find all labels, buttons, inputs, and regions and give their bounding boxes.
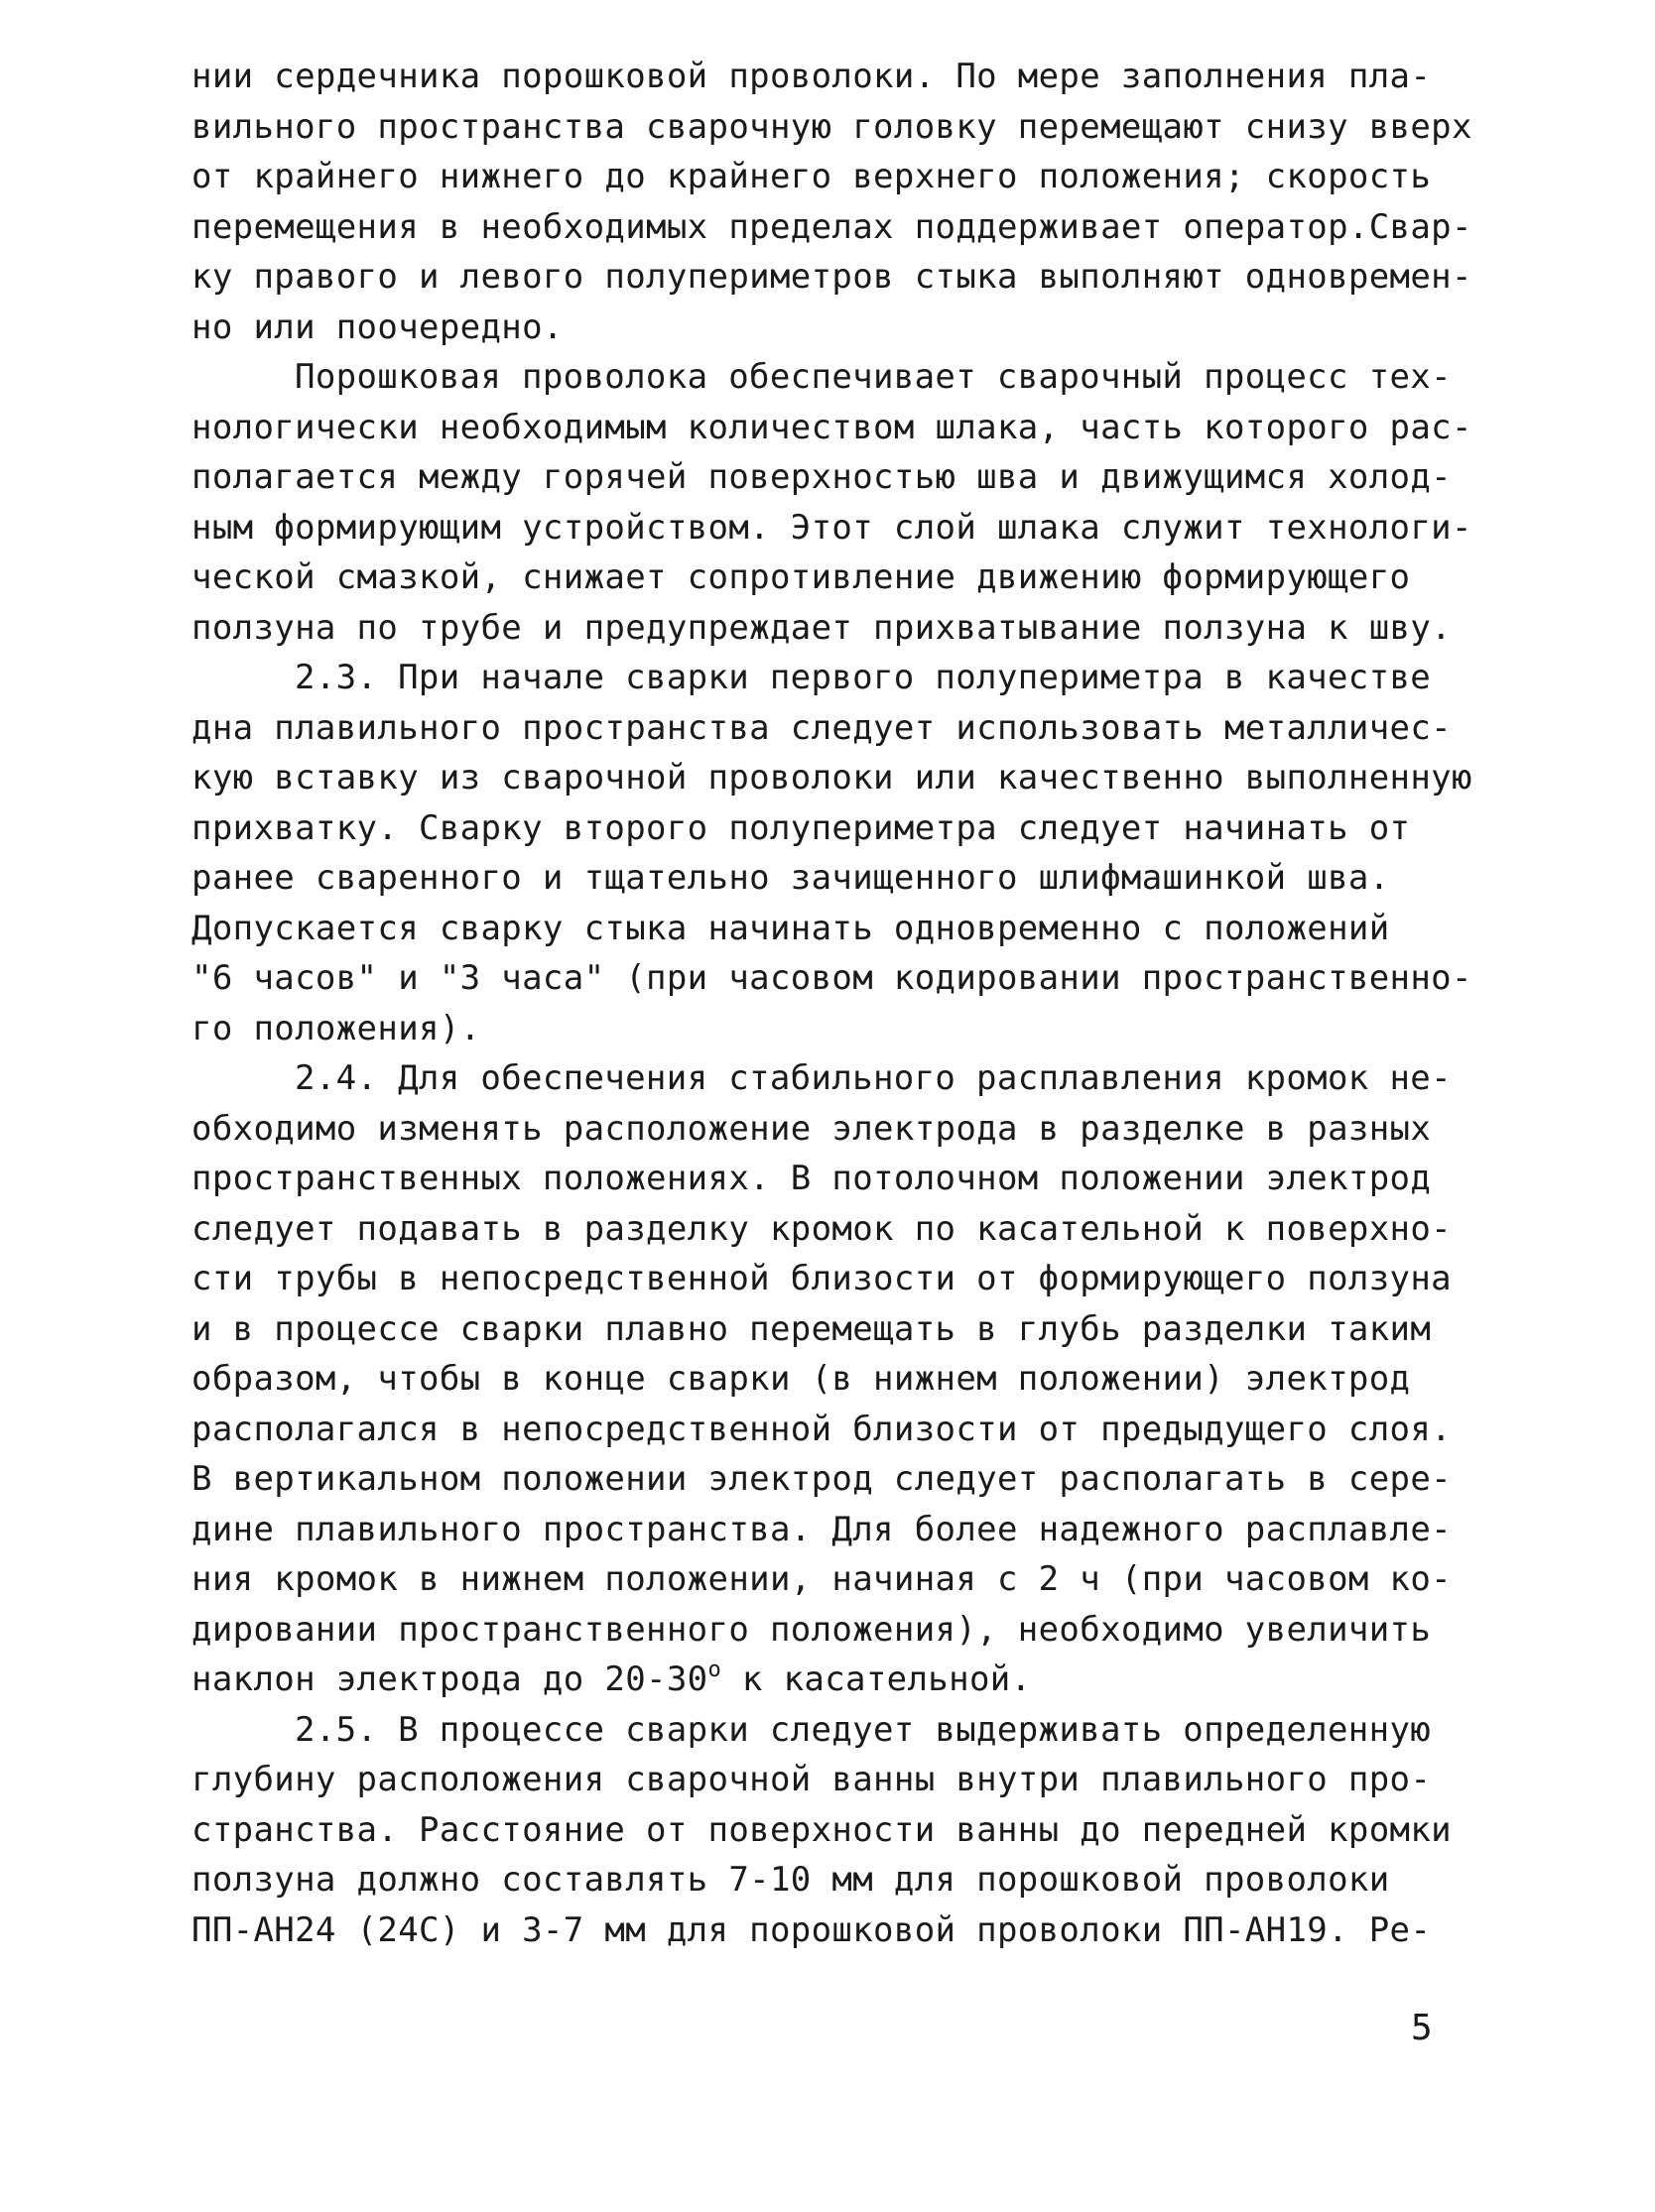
line-text: прихватку. Сварку второго полупериметра следует начинать от	[191, 807, 1411, 848]
text-line	[191, 1705, 1481, 1756]
text-line	[191, 904, 1481, 954]
text-line	[191, 202, 1481, 253]
line-text: странства. Расстояние от поверхности ванны до передней кромки	[191, 1809, 1453, 1850]
line-text: 2.5. В процессе сварки следует выдерживать определенную	[295, 1709, 1432, 1750]
line-text: 2.4. Для обеспечения стабильного расплавления кромок не-	[295, 1058, 1452, 1098]
line-text: ным формирующим устройством. Этот слой шлака служит технологи-	[191, 507, 1472, 548]
text-line	[191, 303, 1481, 353]
text-line	[191, 1655, 1481, 1705]
text-line	[191, 653, 1481, 703]
text-line	[191, 1304, 1481, 1355]
text-line	[191, 1104, 1481, 1155]
text-line	[191, 1805, 1481, 1856]
line-text: пространственных положениях. В потолочном положении электрод	[191, 1159, 1432, 1198]
line-text: Порошковая проволока обеспечивает сварочный процесс тех-	[295, 357, 1452, 397]
degree-superscript: о	[707, 1658, 722, 1682]
line-text: нии сердечника порошковой проволоки. По мере заполнения пла-	[191, 57, 1432, 96]
line-text: ранее сваренного и тщательно зачищенного шлифмашинкой шва.	[191, 858, 1390, 898]
text-line	[191, 1454, 1481, 1505]
line-text: дна плавильного пространства следует использовать металличес-	[191, 707, 1453, 748]
line-text: перемещения в необходимых пределах поддерживает оператор.Свар-	[191, 206, 1472, 247]
line-text: В вертикальном положении электрод следует располагать в сере-	[191, 1459, 1453, 1499]
text-line	[191, 252, 1481, 303]
line-text: го положения).	[191, 1008, 481, 1048]
line-text: 2.3. При начале сварки первого полупериметра в качестве	[295, 658, 1432, 697]
line-text: "6 часов" и "3 часа" (при часовом кодировании пространственно-	[191, 958, 1472, 998]
line-text: следует подавать в разделку кромок по касательной к поверхно-	[191, 1208, 1453, 1249]
page-number: 5	[1411, 2008, 1433, 2048]
text-line	[191, 152, 1481, 202]
line-text: ползуна по трубе и предупреждает прихватывание ползуна к шву.	[191, 607, 1453, 648]
text-line	[191, 953, 1481, 1004]
line-text: ния кромок в нижнем положении, начиная с 2 ч (при часовом ко-	[191, 1559, 1453, 1599]
text-line	[191, 703, 1481, 754]
text-line	[191, 52, 1481, 102]
text-line	[191, 1405, 1481, 1455]
text-line	[191, 1605, 1481, 1656]
line-text: ПП-АН24 (24С) и 3-7 мм для порошковой проволоки ПП-АН19. Ре-	[191, 1909, 1432, 1950]
line-text: глубину расположения сварочной ванны внутри плавильного про-	[191, 1760, 1432, 1799]
text-line	[191, 603, 1481, 654]
text-line	[191, 1154, 1481, 1204]
line-text: ползуна должно составлять 7-10 мм для порошковой проволоки	[191, 1860, 1390, 1900]
line-text: дировании пространственного положения), необходимо увеличить	[191, 1609, 1432, 1650]
line-text: нологически необходимым количеством шлака, часть которого рас-	[191, 407, 1472, 447]
line-text: сти трубы в непосредственной близости от формирующего ползуна	[191, 1259, 1453, 1298]
text-line	[191, 1053, 1481, 1104]
line-text: полагается между горячей поверхностью шва и движущимся холод-	[191, 457, 1453, 497]
text-line	[191, 853, 1481, 904]
text-line	[191, 452, 1481, 503]
text-line	[191, 1905, 1481, 1956]
text-line	[191, 553, 1481, 603]
text-line	[191, 1004, 1481, 1054]
line-text: вильного пространства сварочную головку перемещают снизу вверх	[191, 106, 1472, 147]
text-line	[191, 1855, 1481, 1905]
text-line	[191, 1354, 1481, 1405]
line-text: располагался в непосредственной близости от предыдущего слоя.	[191, 1409, 1453, 1449]
text-line	[191, 753, 1481, 803]
line-text: обходимо изменять расположение электрода в разделке в разных	[191, 1108, 1432, 1149]
text-line	[191, 803, 1481, 854]
line-text: образом, чтобы в конце сварки (в нижнем положении) электрод	[191, 1359, 1411, 1399]
text-line	[191, 1505, 1481, 1555]
text-line	[191, 1204, 1481, 1255]
line-text: Допускается сварку стыка начинать одновременно с положений	[191, 908, 1390, 948]
line-text-continuation: к касательной.	[721, 1659, 1032, 1699]
text-line	[191, 403, 1481, 453]
line-text: кую вставку из сварочной проволоки или качественно выполненную	[191, 758, 1472, 798]
text-line	[191, 1755, 1481, 1805]
line-text: ческой смазкой, снижает сопротивление движению формирующего	[191, 557, 1411, 597]
text-line	[191, 102, 1481, 153]
line-text: наклон электрода до 20-30	[191, 1659, 708, 1699]
line-text: но или поочередно.	[191, 307, 564, 347]
line-text: от крайнего нижнего до крайнего верхнего положения; скорость	[191, 157, 1432, 196]
text-line	[191, 1554, 1481, 1605]
text-line	[191, 1254, 1481, 1304]
line-text: и в процессе сварки плавно перемещать в глубь разделки таким	[191, 1308, 1432, 1349]
text-line	[191, 352, 1481, 403]
text-line	[191, 503, 1481, 553]
body-text	[191, 52, 1481, 1955]
line-text: дине плавильного пространства. Для более надежного расплавле-	[191, 1509, 1453, 1549]
line-text: ку правого и левого полупериметров стыка выполняют одновремен-	[191, 257, 1472, 297]
